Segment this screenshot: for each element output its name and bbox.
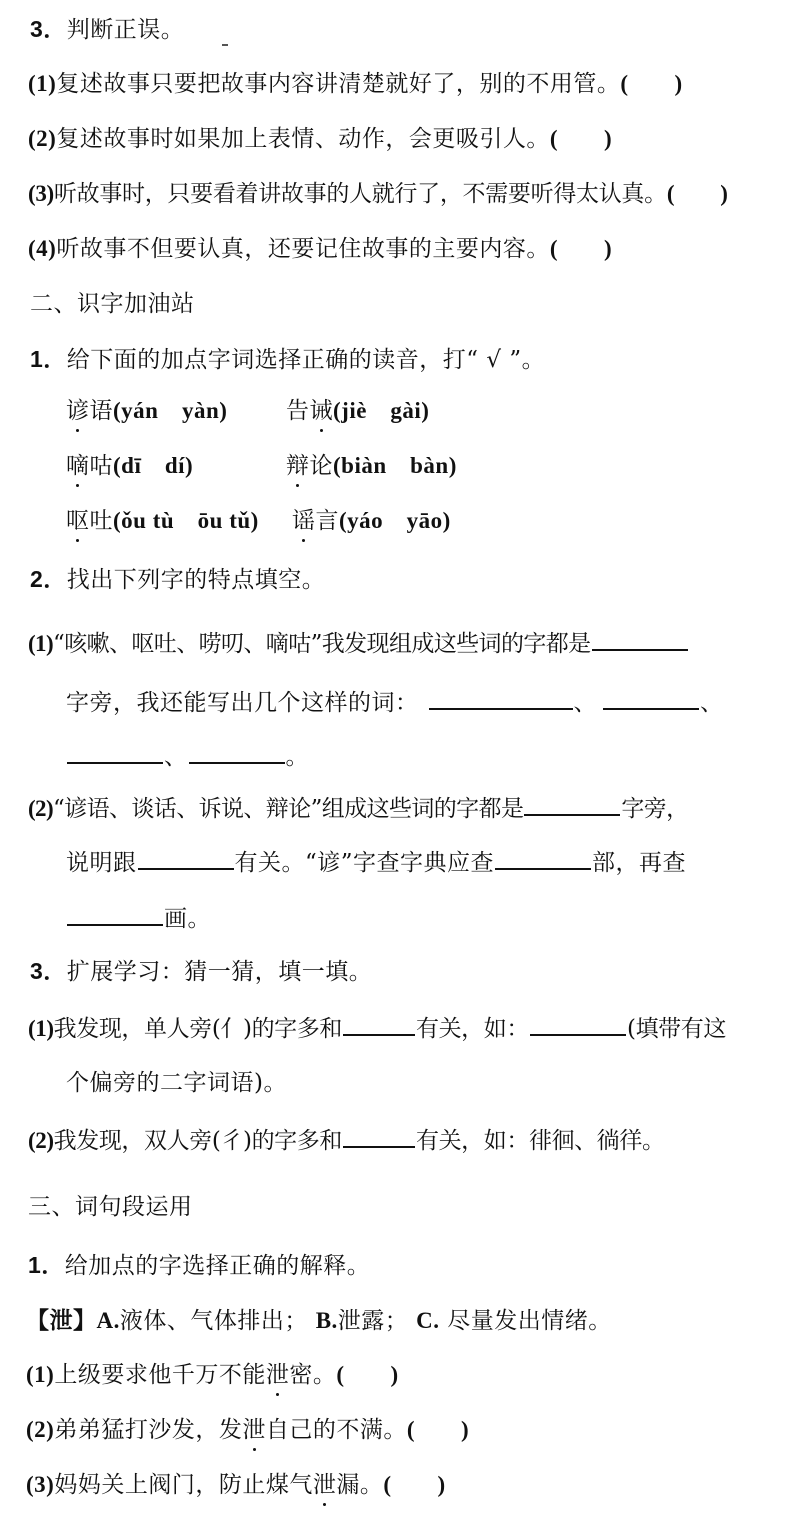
choice-item-1: (1)上级要求他千万不能泄密。( ) [26, 1362, 399, 1388]
blank-field[interactable] [592, 627, 688, 651]
answer-slot[interactable]: ( ) [666, 181, 728, 206]
question-title: 判断正误。 [66, 17, 185, 43]
answer-slot[interactable]: ( ) [406, 1417, 470, 1442]
definition-options: 【泄】A.液体、气体排出； B.泄露； C. 尽量发出情绪。 [26, 1307, 612, 1334]
stray-mark [222, 44, 228, 46]
question-title: 扩展学习：猜一猜，填一填。 [66, 959, 373, 985]
fill-item-1-line2: 字旁，我还能写出几个这样的词： 、 、 [66, 686, 724, 718]
pinyin-pair-6[interactable]: 谣言(yáo yāo) [292, 508, 451, 534]
blank-field[interactable] [530, 1012, 626, 1036]
question-heading: 1．给下面的加点字词选择正确的读音，打“ √ ”。 [30, 346, 546, 373]
section-heading-3: 三、词句段运用 [28, 1194, 193, 1220]
judge-item-4: (4)听故事不但要认真，还要记住故事的主要内容。( ) [28, 236, 613, 262]
blank-field[interactable] [67, 740, 163, 764]
fill-item-2-line1: (2)“谚语、谈话、诉说、辩论”组成这些词的字都是 字旁， [28, 792, 689, 824]
blank-field[interactable] [524, 792, 620, 816]
expand-item-1: (1)我发现，单人旁(亻)的字多和 有关，如： (填带有这 [28, 1012, 726, 1044]
pinyin-pair-5[interactable]: 呕吐(ǒu tù ōu tǔ) [66, 508, 259, 534]
fill-item-1-line3: 、 。 [66, 740, 309, 772]
answer-slot[interactable]: ( ) [549, 126, 613, 151]
blank-field[interactable] [343, 1124, 415, 1148]
pinyin-pair-4[interactable]: 辩论(biàn bàn) [286, 453, 457, 479]
question-heading: 1．给加点的字选择正确的解释。 [28, 1252, 371, 1279]
fill-item-1-line1: (1)“咳嗽、呕吐、唠叨、嘀咕”我发现组成这些词的字都是 [28, 627, 689, 659]
answer-slot[interactable]: ( ) [336, 1362, 399, 1387]
question-heading: 2．找出下列字的特点填空。 [30, 566, 326, 593]
question-title: 给加点的字选择正确的解释。 [64, 1253, 371, 1279]
judge-item-1: (1)复述故事只要把故事内容讲清楚就好了，别的不用管。( ) [28, 71, 683, 97]
judge-item-2: (2)复述故事时如果加上表情、动作，会更吸引人。( ) [28, 126, 613, 152]
question-title: 找出下列字的特点填空。 [66, 567, 326, 593]
pinyin-pair-3[interactable]: 嘀咕(dī dí) [66, 453, 194, 479]
answer-slot[interactable]: ( ) [549, 236, 613, 261]
blank-field[interactable] [343, 1012, 415, 1036]
choice-item-2: (2)弟弟猛打沙发，发泄自己的不满。( ) [26, 1417, 470, 1443]
blank-field[interactable] [429, 686, 573, 710]
fill-item-2-line3: 画。 [66, 902, 211, 934]
choice-item-3: (3)妈妈关上阀门，防止煤气泄漏。( ) [26, 1472, 446, 1498]
answer-slot[interactable]: ( ) [620, 71, 683, 96]
blank-field[interactable] [138, 846, 234, 870]
blank-field[interactable] [189, 740, 285, 764]
section-heading-2: 二、识字加油站 [30, 291, 195, 317]
blank-field[interactable] [603, 686, 699, 710]
question-heading: 3．判断正误。 [30, 16, 185, 43]
judge-item-3: (3)听故事时，只要看着讲故事的人就行了，不需要听得太认真。( ) [28, 181, 728, 207]
blank-field[interactable] [495, 846, 591, 870]
expand-item-2: (2)我发现，双人旁(彳)的字多和 有关，如：徘徊、徜徉。 [28, 1124, 665, 1156]
expand-item-1-cont: 个偏旁的二字词语)。 [66, 1070, 287, 1096]
fill-item-2-line2: 说明跟 有关。“谚”字查字典应查 部，再查 [66, 846, 686, 878]
pinyin-pair-1[interactable]: 谚语(yán yàn) [66, 398, 228, 424]
pinyin-pair-2[interactable]: 告诫(jiè gài) [286, 398, 430, 424]
answer-slot[interactable]: ( ) [383, 1472, 446, 1497]
blank-field[interactable] [67, 902, 163, 926]
question-heading: 3．扩展学习：猜一猜，填一填。 [30, 958, 373, 985]
question-title: 给下面的加点字词选择正确的读音，打“ √ ”。 [66, 347, 546, 373]
